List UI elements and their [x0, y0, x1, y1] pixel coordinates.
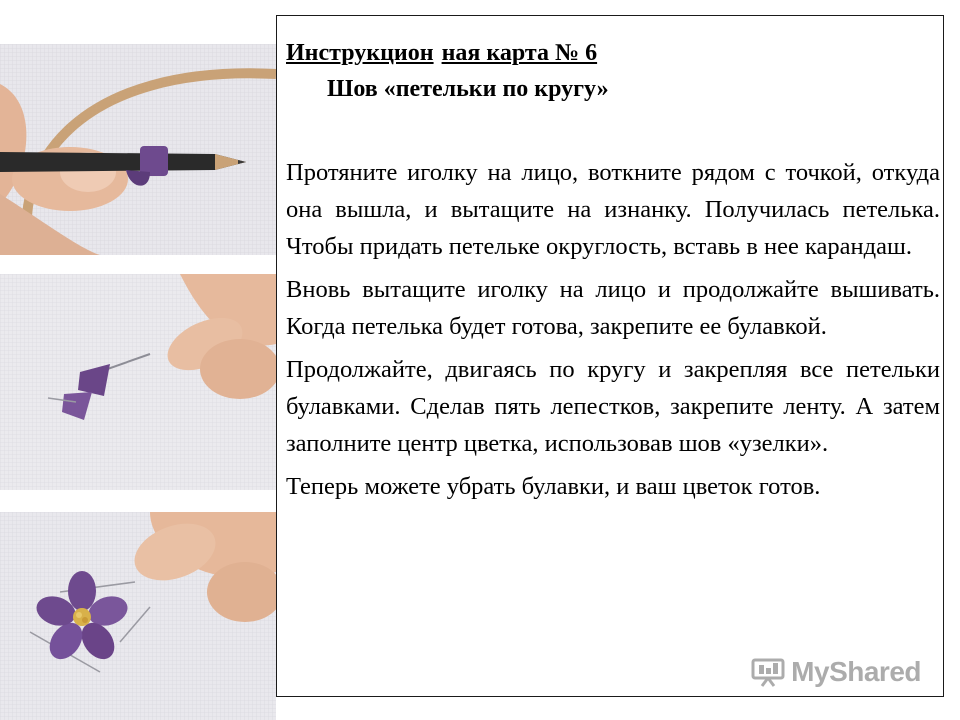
- photo-needle-loop: [0, 274, 276, 490]
- photo-pencil-loop: [0, 44, 276, 255]
- paragraph-4: Теперь можете убрать булавки, и ваш цветок готов.: [286, 473, 821, 500]
- paragraph-1: Протяните иголку на лицо, воткните рядом с точкой, откуда она вышла, и вытащите на изнанку. Получилась петелька. Чтобы придать петельке округлость, вставь в нее карандаш.: [286, 159, 940, 260]
- paragraph-3: Продолжайте, двигаясь по кругу и закрепляя все петельки булавками. Сделав пять лепестков, закрепите ленту. А затем заполните центр цветка, использовав шов «узелки».: [286, 356, 940, 457]
- card-title-part1: Инструкцион: [286, 40, 434, 66]
- card-body: [286, 154, 940, 511]
- card-title-part2: ная карта № 6: [441, 40, 598, 66]
- watermark: [751, 656, 921, 688]
- watermark-text: MyShared: [791, 656, 921, 687]
- photo-ribbon-flower: [0, 512, 276, 720]
- card-title: [286, 40, 597, 67]
- paragraph-2: Вновь вытащите иголку на лицо и продолжайте вышивать. Когда петелька будет готова, закрепите ее булавкой.: [286, 276, 940, 340]
- card-subtitle: Шов «петельки по кругу»: [327, 76, 609, 102]
- presentation-board-icon: [751, 657, 785, 687]
- instruction-card: [276, 15, 944, 697]
